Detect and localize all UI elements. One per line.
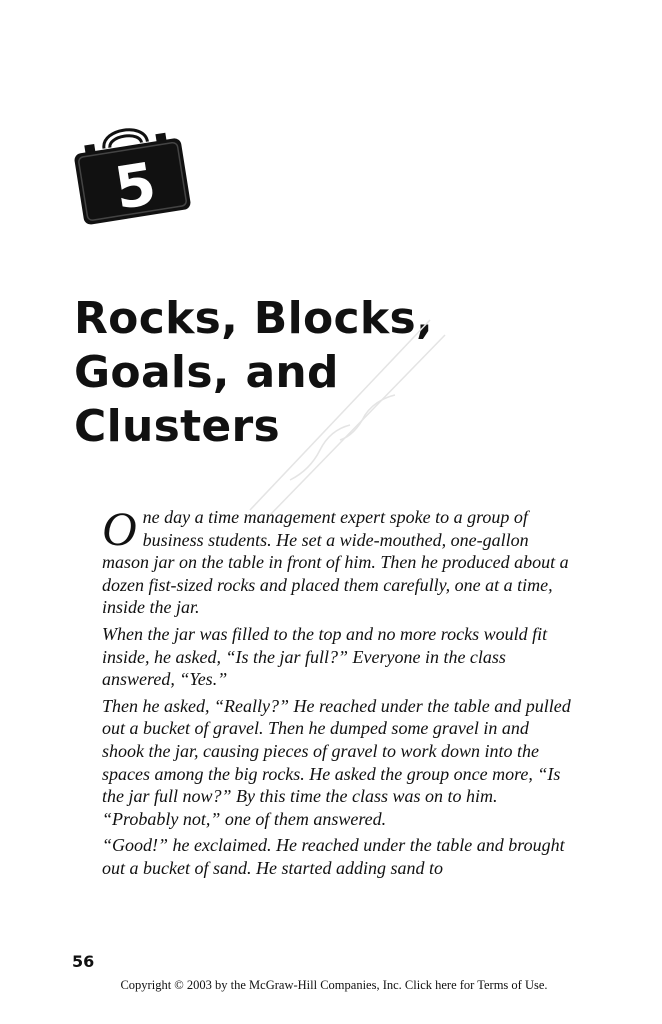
chapter-body <box>102 503 572 884</box>
chapter-title-line: Rocks, Blocks, <box>74 293 433 344</box>
paragraph-text: ne day a time management expert spoke to a group of business students. He set a wide-mouthed, one-gallon mason jar on the table in front of him. Then he produced about a dozen fist-sized rocks and placed them carefully, one at a time, inside the jar. <box>102 507 569 618</box>
paragraph: Then he asked, “Really?” He reached under the table and pulled out a bucket of gravel. Then he dumped some gravel in and shook the jar, causing pieces of gravel to work down into the spaces among the big rocks. He asked the group once more, “Is the jar full now?” By this time the class was on to him. “Probably not,” one of them answered. <box>102 695 571 829</box>
paragraph: When the jar was filled to the top and no more rocks would fit inside, he asked, “Is the jar full?” Everyone in the class answered, “Yes.” <box>102 623 548 690</box>
chapter-title <box>74 292 594 454</box>
chapter-title-line: Clusters <box>74 401 281 452</box>
chapter-title-line: Goals, and <box>74 347 339 398</box>
briefcase-icon <box>68 118 202 230</box>
copyright-notice[interactable]: Copyright © 2003 by the McGraw-Hill Companies, Inc. Click here for Terms of Use. <box>120 978 548 992</box>
chapter-number: 5 <box>110 149 161 223</box>
drop-cap: O <box>102 503 137 556</box>
page-number: 56 <box>72 952 95 971</box>
paragraph: “Good!” he exclaimed. He reached under the table and brought out a bucket of sand. He started adding sand to <box>102 835 565 878</box>
paragraph <box>102 503 572 619</box>
